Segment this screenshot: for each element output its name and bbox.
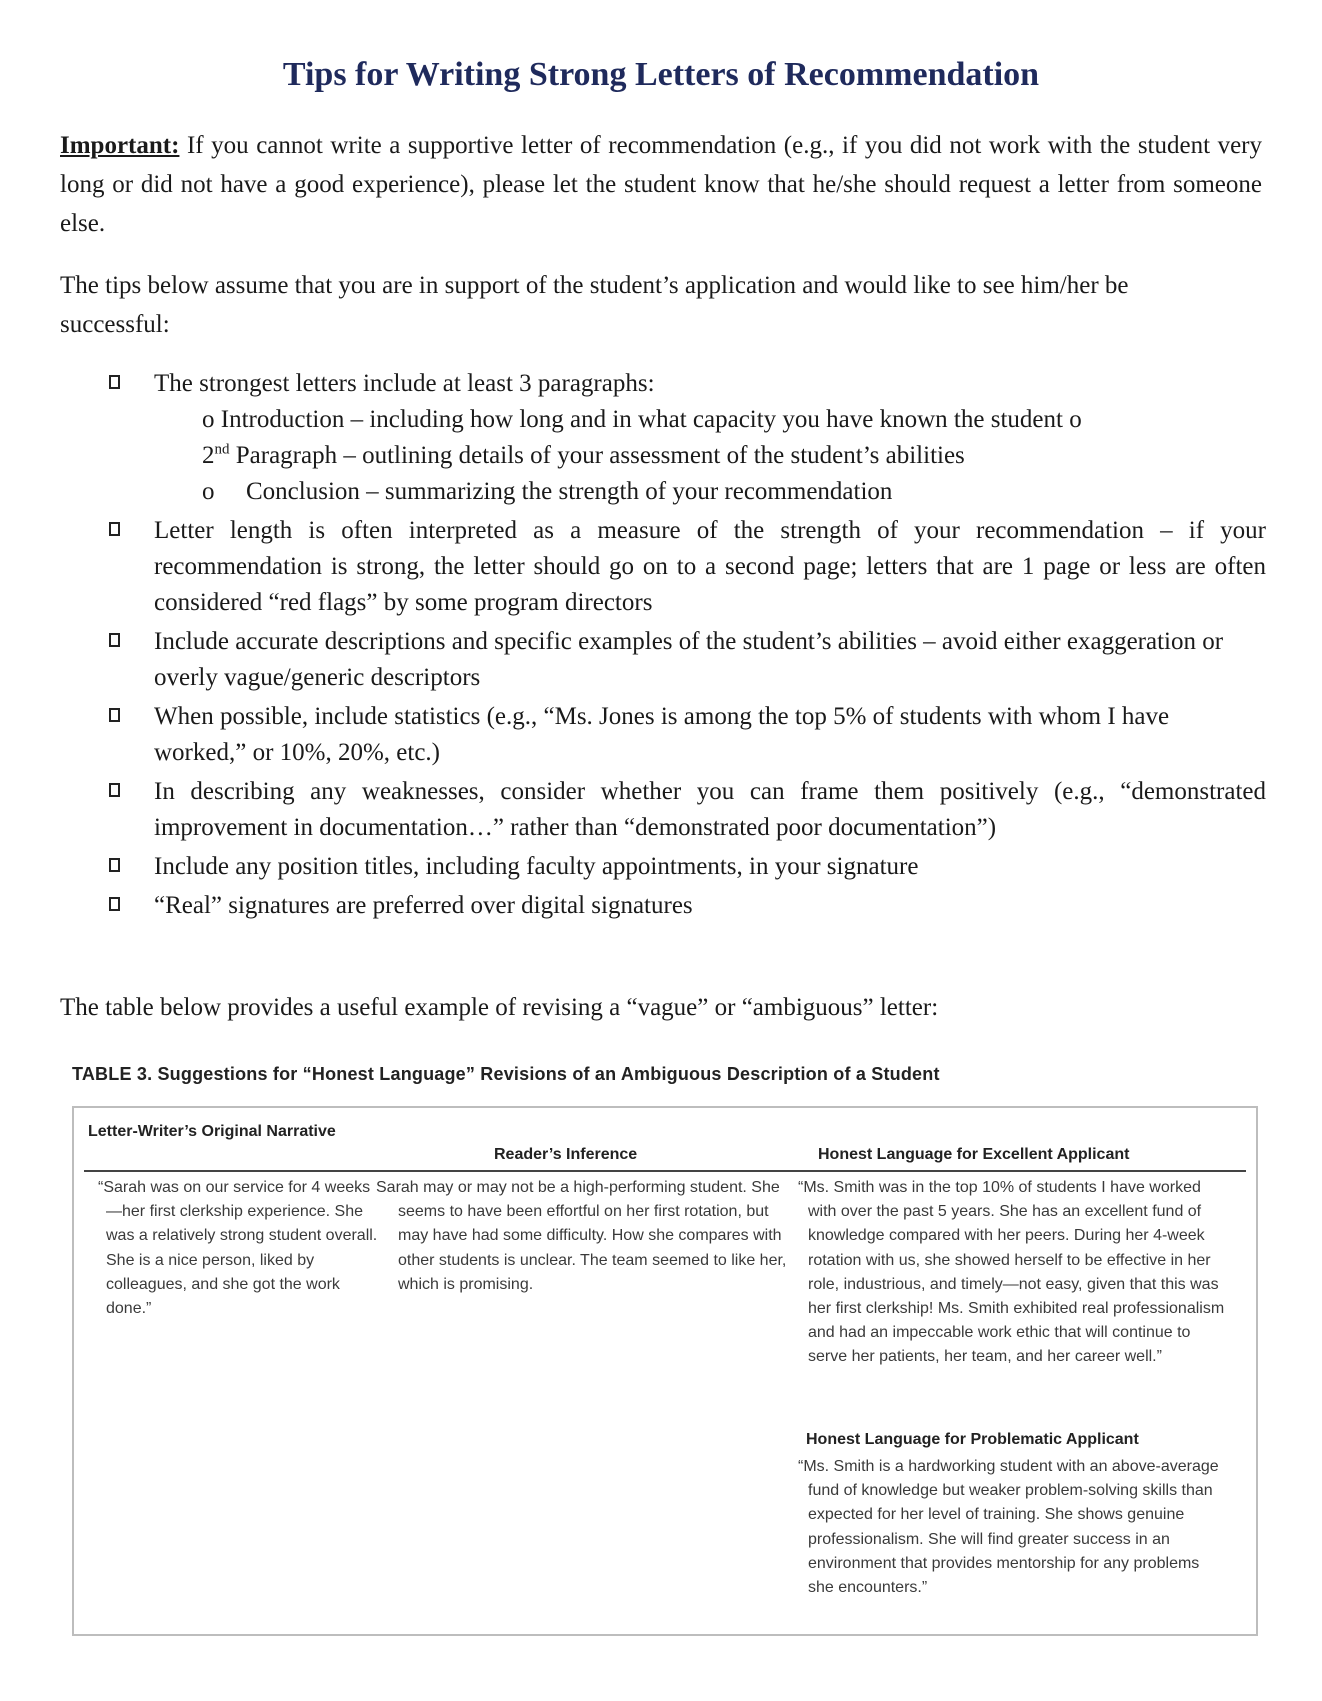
cell-excellent-applicant: “Ms. Smith was in the top 10% of students I have worked with over the past 5 years. She has an excellent fund of knowledge compared with her peers. During her 4-week rotation with us, she showed herself to be effective in her role, industrious, and timely—not easy, given that this was her first clerkship! Ms. Smith exhibited real professionalism and had an impeccable work ethic that will continue to serve her patients, her team, and her career well.” xyxy=(798,1179,1225,1366)
list-item xyxy=(106,513,1266,621)
header-divider xyxy=(84,1170,1246,1172)
cell-problematic-applicant: “Ms. Smith is a hardworking student with an above-average fund of knowledge but weaker problem-solving skills than expected for her level of training. She shows genuine professionalism. She will find greater success in an environment that provides mentorship for any problems she encounters.” xyxy=(798,1458,1219,1597)
cell-reader-inference: Sarah may or may not be a high-performing student. She seems to have been effortful on her first rotation, but may have had some difficulty. How she compares with other students is unclear. The team seemed to like her, which is promising. xyxy=(376,1179,787,1293)
sub-item-second-text: Paragraph – outlining details of your assessment of the student’s abilities xyxy=(229,442,965,469)
list-item xyxy=(106,624,1266,696)
ordinal-number: 2 xyxy=(202,442,215,469)
important-paragraph xyxy=(60,126,1262,243)
sub-marker: o xyxy=(202,478,215,505)
checkbox-bullet-icon xyxy=(109,633,120,647)
list-item-text: Include accurate descriptions and specific examples of the student’s abilities – avoid either exaggeration or overly vague/generic descriptors xyxy=(154,628,1224,691)
list-item xyxy=(106,888,1266,924)
list-item-text: “Real” signatures are preferred over digital signatures xyxy=(154,892,693,919)
column-header-original: Letter-Writer’s Original Narrative xyxy=(88,1123,336,1140)
important-text: If you cannot write a supportive letter of recommendation (e.g., if you did not work with the student very long or did not have a good experience), please let the student know that he/she should request a letter from someone else. xyxy=(60,132,1262,237)
table-caption: TABLE 3. Suggestions for “Honest Language” Revisions of an Ambiguous Description of a Student xyxy=(72,1064,940,1084)
list-item xyxy=(106,699,1266,771)
list-item-text: When possible, include statistics (e.g., “Ms. Jones is among the top 5% of students with whom I have worked,” or 10%, 20%, etc.) xyxy=(154,703,1170,766)
checkbox-bullet-icon xyxy=(109,858,120,872)
checkbox-bullet-icon xyxy=(109,708,120,722)
list-item xyxy=(106,849,1266,885)
list-item-text: The strongest letters include at least 3 paragraphs: xyxy=(154,370,655,397)
column-header-excellent: Honest Language for Excellent Applicant xyxy=(818,1146,1130,1163)
list-item xyxy=(106,774,1266,846)
checkbox-bullet-icon xyxy=(109,897,120,911)
problematic-applicant-header: Honest Language for Problematic Applicant xyxy=(806,1431,1139,1448)
sub-item-conclusion xyxy=(202,474,1266,510)
sub-list xyxy=(154,402,1266,510)
sub-item-second-paragraph xyxy=(202,438,1266,474)
example-table xyxy=(72,1106,1258,1636)
checkbox-bullet-icon xyxy=(109,375,120,389)
table-intro: The table below provides a useful example of revising a “vague” or “ambiguous” letter: xyxy=(60,994,939,1021)
important-label: Important: xyxy=(60,132,180,159)
ordinal-suffix: nd xyxy=(214,441,230,458)
sub-item-conclusion-text: Conclusion – summarizing the strength of your recommendation xyxy=(246,478,893,505)
list-item-text: Letter length is often interpreted as a measure of the strength of your recommendation – if your recommendation is strong, the letter should go on to a second page; letters that are 1 page or less are often considered “red flags” by some program directors xyxy=(154,517,1266,616)
intro-paragraph: The tips below assume that you are in support of the student’s application and would like to see him/her be successful: xyxy=(60,272,1129,338)
list-item-text: In describing any weaknesses, consider whether you can frame them positively (e.g., “demonstrated improvement in documentation…” rather than “demonstrated poor documentation”) xyxy=(154,778,1266,841)
column-header-inference: Reader’s Inference xyxy=(494,1146,638,1163)
tips-list xyxy=(106,366,1266,927)
sub-item-introduction: o Introduction – including how long and in what capacity you have known the student o xyxy=(202,406,1082,433)
page-title: Tips for Writing Strong Letters of Recommendation xyxy=(282,56,1040,93)
list-item-text: Include any position titles, including faculty appointments, in your signature xyxy=(154,853,919,880)
checkbox-bullet-icon xyxy=(109,783,120,797)
checkbox-bullet-icon xyxy=(109,522,120,536)
list-item xyxy=(106,366,1266,510)
cell-original-narrative: “Sarah was on our service for 4 weeks—her first clerkship experience. She was a relatively strong student overall. She is a nice person, liked by colleagues, and she got the work done.” xyxy=(98,1179,378,1318)
